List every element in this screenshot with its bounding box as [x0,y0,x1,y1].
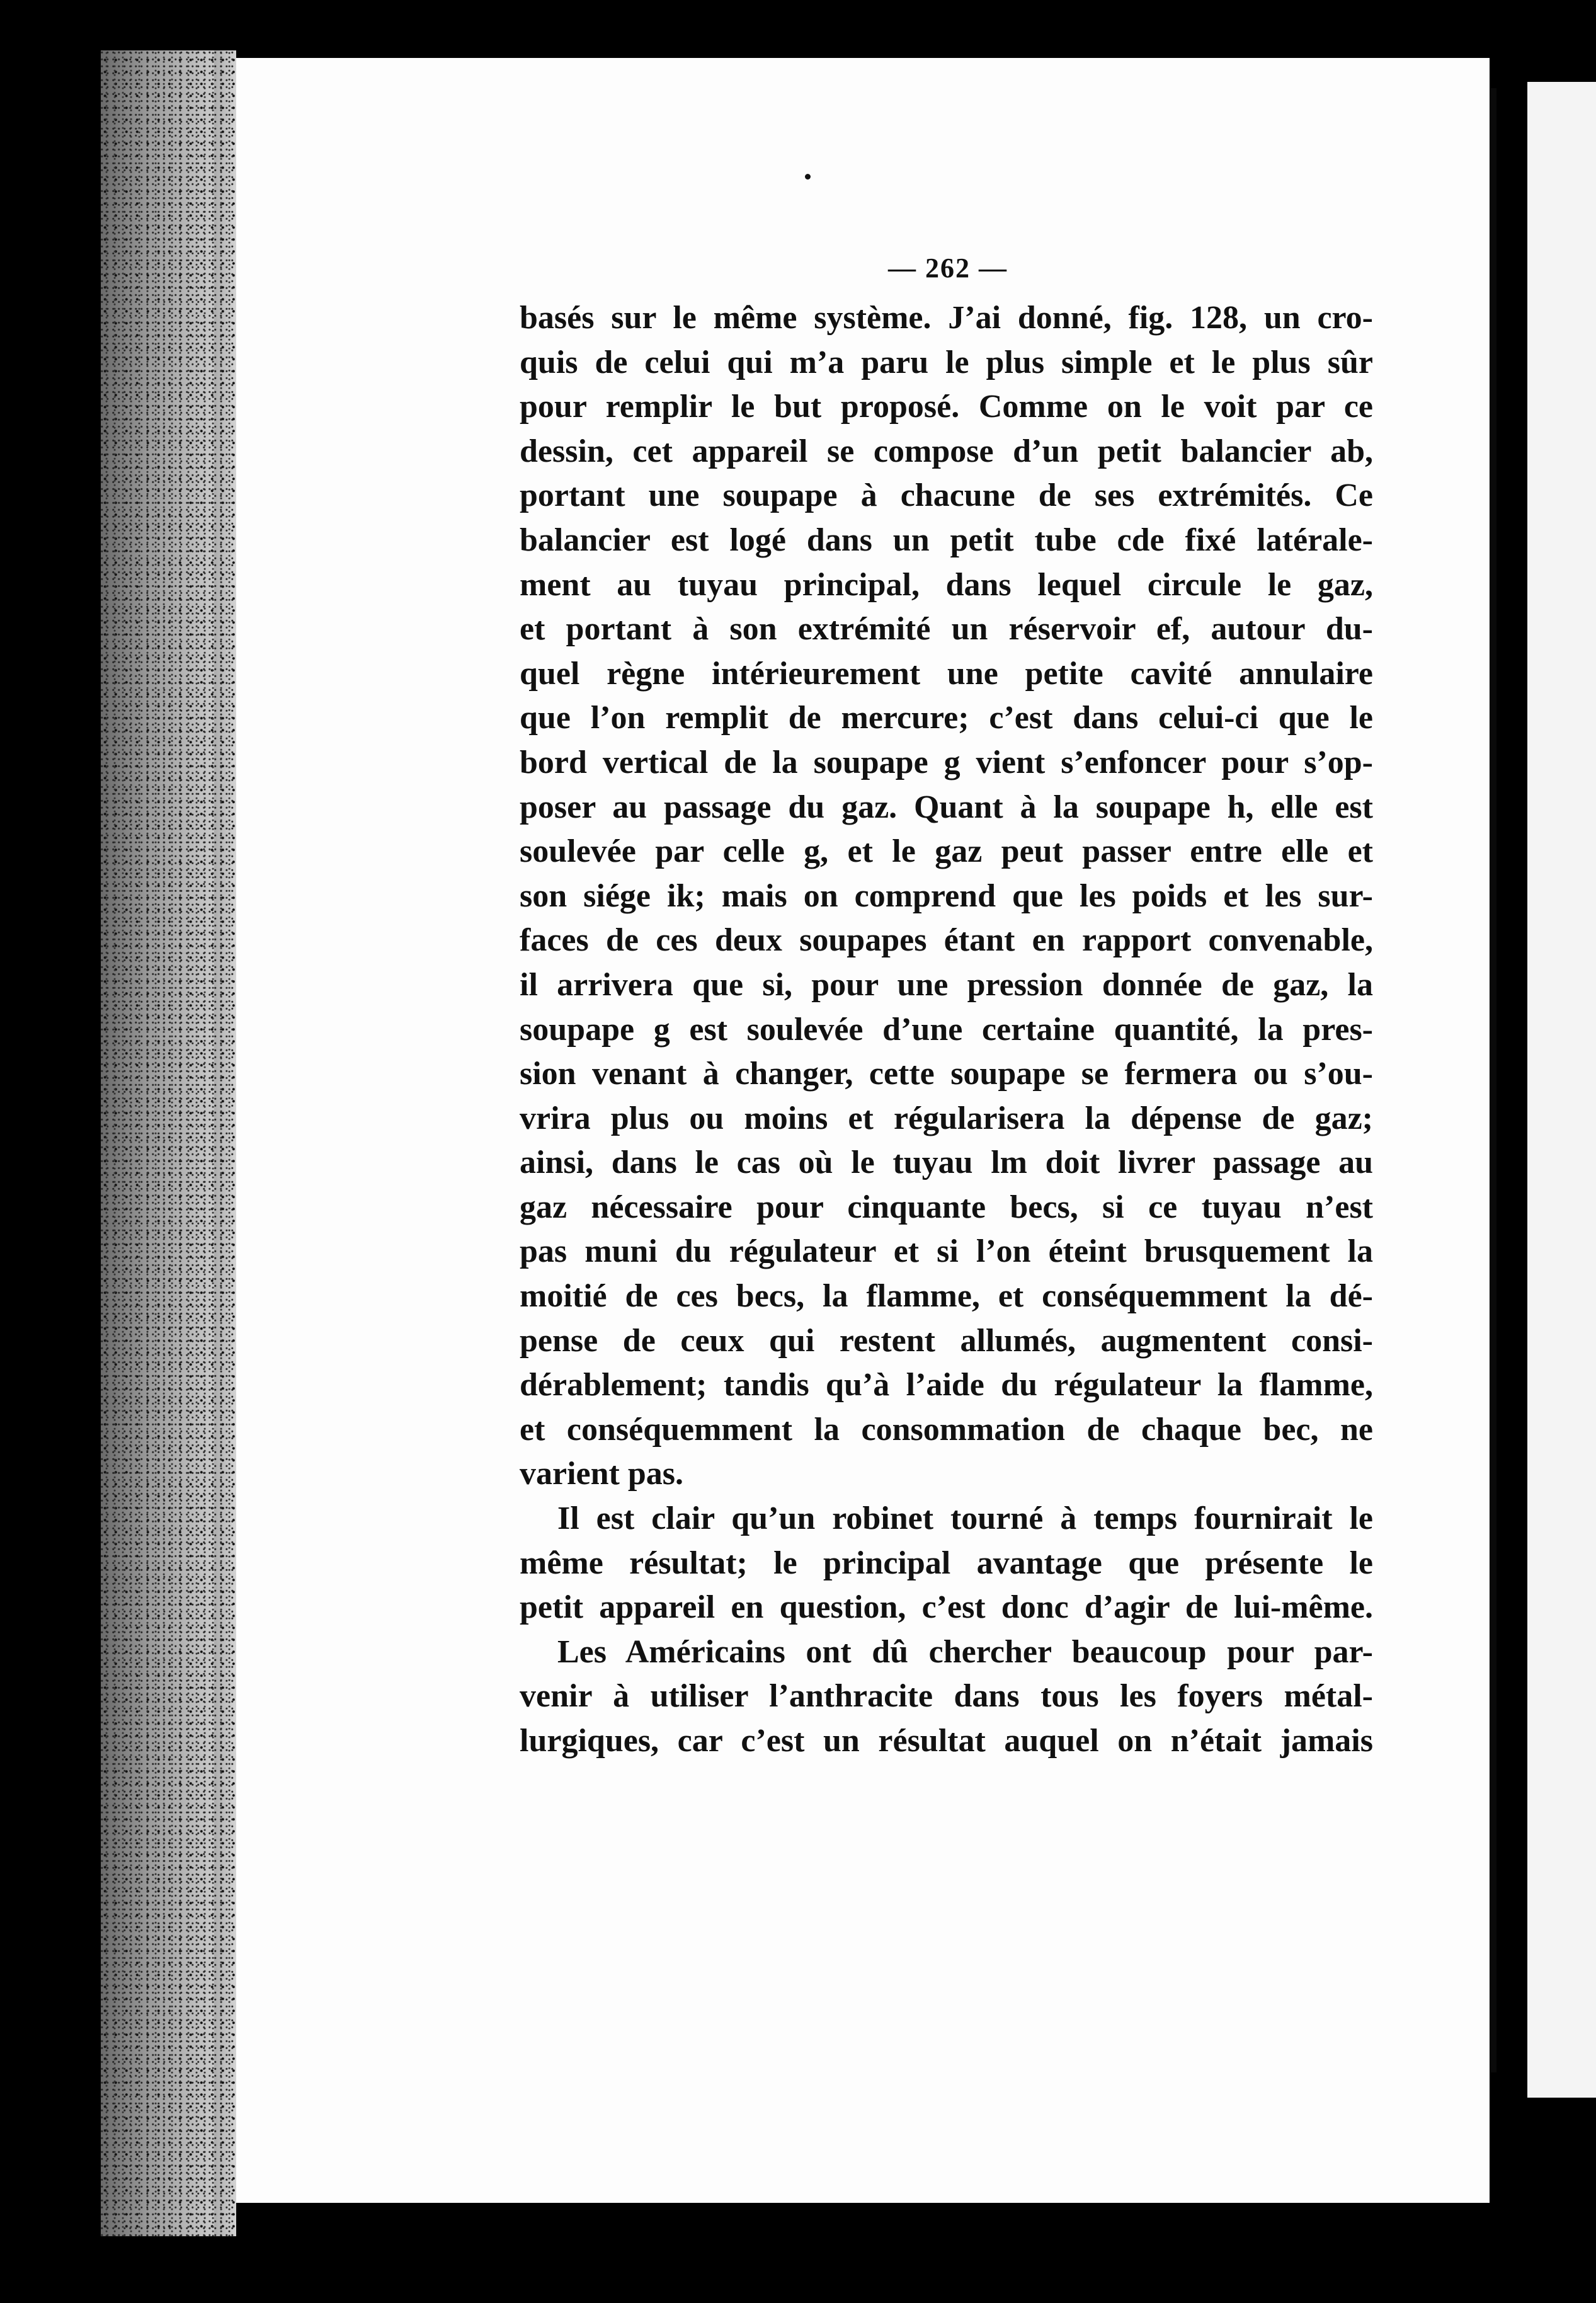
text-line: lurgiques, car c’est un résultat auquel on n’était jamais [520,1723,1373,1759]
text-line: et conséquemment la consommation de chaque bec, ne [520,1411,1373,1448]
text-line: quis de celui qui m’a paru le plus simple et le plus sûr [520,344,1373,380]
text-line: faces de ces deux soupapes étant en rapport convenable, [520,922,1373,959]
text-line: son siége ik; mais on comprend que les poids et les sur- [520,877,1373,914]
text-line: que l’on remplit de mercure; c’est dans celui-ci que le [520,700,1373,736]
text-line: varient pas. [520,1456,683,1492]
text-line: soupape g est soulevée d’une certaine quantité, la pres- [520,1011,1373,1048]
text-line: et portant à son extrémité un réservoir ef, autour du- [520,611,1373,648]
text-line: pas muni du régulateur et si l’on éteint brusquement la [520,1233,1373,1270]
text-line: sion venant à changer, cette soupape se fermera ou s’ou- [520,1056,1373,1092]
text-line: dessin, cet appareil se compose d’un petit balancier ab, [520,433,1373,469]
text-line: ment au tuyau principal, dans lequel circule le gaz, [520,566,1373,603]
text-line: quel règne intérieurement une petite cavité annulaire [520,655,1373,692]
text-line: petit appareil en question, c’est donc d’agir de lui-même. [520,1589,1373,1626]
body-text [520,296,1373,1764]
gutter-line [1490,88,1496,2072]
text-line: gaz nécessaire pour cinquante becs, si ce tuyau n’est [520,1189,1373,1225]
text-line: venir à utiliser l’anthracite dans tous les foyers métal- [520,1678,1373,1715]
text-line: moitié de ces becs, la flamme, et conséquemment la dé- [520,1278,1373,1315]
ink-speck [805,174,811,180]
page-edge-shadow [214,50,239,2236]
facing-page [1527,82,1596,2098]
text-line: poser au passage du gaz. Quant à la soupape h, elle est [520,789,1373,825]
text-line: ainsi, dans le cas où le tuyau lm doit livrer passage au [520,1145,1373,1181]
text-line: il arrivera que si, pour une pression donnée de gaz, la [520,966,1373,1003]
text-line: soulevée par celle g, et le gaz peut passer entre elle et [520,833,1373,870]
text-line: pour remplir le but proposé. Comme on le voit par ce [520,389,1373,425]
text-line: dérablement; tandis qu’à l’aide du régulateur la flamme, [520,1367,1373,1403]
text-line: Il est clair qu’un robinet tourné à temps fournirait le [557,1500,1373,1537]
text-line: bord vertical de la soupape g vient s’enfoncer pour s’op- [520,744,1373,780]
text-line: balancier est logé dans un petit tube cde fixé latérale- [520,522,1373,558]
text-line: même résultat; le principal avantage que présente le [520,1545,1373,1581]
page-number: — 262 — [888,253,1008,283]
text-line: basés sur le même système. J’ai donné, fig. 128, un cro- [520,300,1373,336]
text-line: pense de ceux qui restent allumés, augmentent consi- [520,1322,1373,1359]
text-line: portant une soupape à chacune de ses extrémités. Ce [520,477,1373,514]
text-line: Les Américains ont dû chercher beaucoup pour par- [557,1633,1373,1670]
text-line: vrira plus ou moins et régularisera la dépense de gaz; [520,1100,1373,1136]
